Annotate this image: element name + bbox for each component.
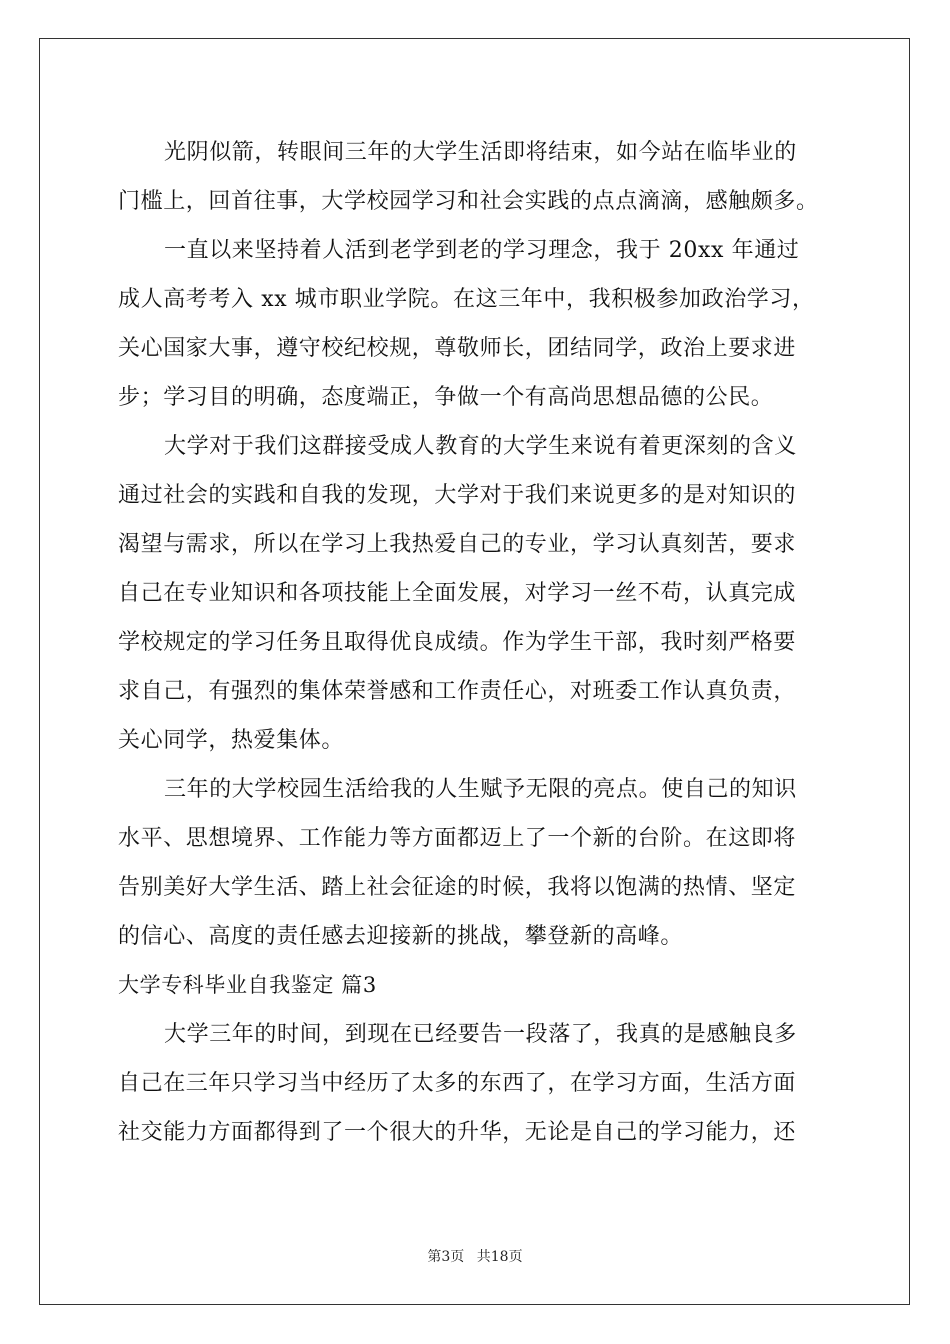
- paragraph-4-line-3: 告别美好大学生活、踏上社会征途的时候，我将以饱满的热情、坚定: [118, 875, 797, 900]
- paragraph-3-line-3: 渴望与需求，所以在学习上我热爱自己的专业，学习认真刻苦，要求: [118, 532, 797, 557]
- paragraph-3-line-2: 通过社会的实践和自我的发现，大学对于我们来说更多的是对知识的: [118, 483, 797, 508]
- paragraph-2-line-2: 成人高考考入 xx 城市职业学院。在这三年中，我积极参加政治学习，: [118, 287, 815, 312]
- paragraph-2-line-1: 一直以来坚持着人活到老学到老的学习理念，我于 20xx 年通过: [164, 238, 800, 263]
- current-page-label: 第3页: [427, 1249, 465, 1265]
- paragraph-4-line-1: 三年的大学校园生活给我的人生赋予无限的亮点。使自己的知识: [164, 777, 797, 802]
- document-body: [118, 128, 838, 1157]
- paragraph-3-line-5: 学校规定的学习任务且取得优良成绩。作为学生干部，我时刻严格要: [118, 630, 797, 655]
- section-heading: 大学专科毕业自我鉴定 篇3: [118, 973, 377, 997]
- paragraph-2-line-4: 步；学习目的明确，态度端正，争做一个有高尚思想品德的公民。: [118, 385, 774, 410]
- paragraph-5-line-3: 社交能力方面都得到了一个很大的升华，无论是自己的学习能力，还: [118, 1120, 797, 1145]
- paragraph-3-line-4: 自己在专业知识和各项技能上全面发展，对学习一丝不苟，认真完成: [118, 581, 797, 606]
- paragraph-1-line-1: 光阴似箭，转眼间三年的大学生活即将结束，如今站在临毕业的: [164, 140, 797, 165]
- paragraph-1-line-2: 门槛上，回首往事，大学校园学习和社会实践的点点滴滴，感触颇多。: [118, 189, 819, 214]
- total-pages-label: 共18页: [476, 1249, 523, 1265]
- paragraph-3-line-1: 大学对于我们这群接受成人教育的大学生来说有着更深刻的含义: [164, 434, 797, 459]
- paragraph-3-line-7: 关心同学，热爱集体。: [118, 728, 345, 753]
- paragraph-3-line-6: 求自己，有强烈的集体荣誉感和工作责任心，对班委工作认真负责，: [118, 679, 797, 704]
- paragraph-2-line-3: 关心国家大事，遵守校纪校规，尊敬师长，团结同学，政治上要求进: [118, 336, 797, 361]
- paragraph-4-line-2: 水平、思想境界、工作能力等方面都迈上了一个新的台阶。在这即将: [118, 826, 797, 851]
- paragraph-4-line-4: 的信心、高度的责任感去迎接新的挑战，攀登新的高峰。: [118, 924, 684, 949]
- paragraph-5-line-1: 大学三年的时间，到现在已经要告一段落了，我真的是感触良多: [164, 1022, 797, 1047]
- page-footer: [0, 1246, 950, 1266]
- paragraph-5-line-2: 自己在三年只学习当中经历了太多的东西了，在学习方面，生活方面: [118, 1071, 797, 1096]
